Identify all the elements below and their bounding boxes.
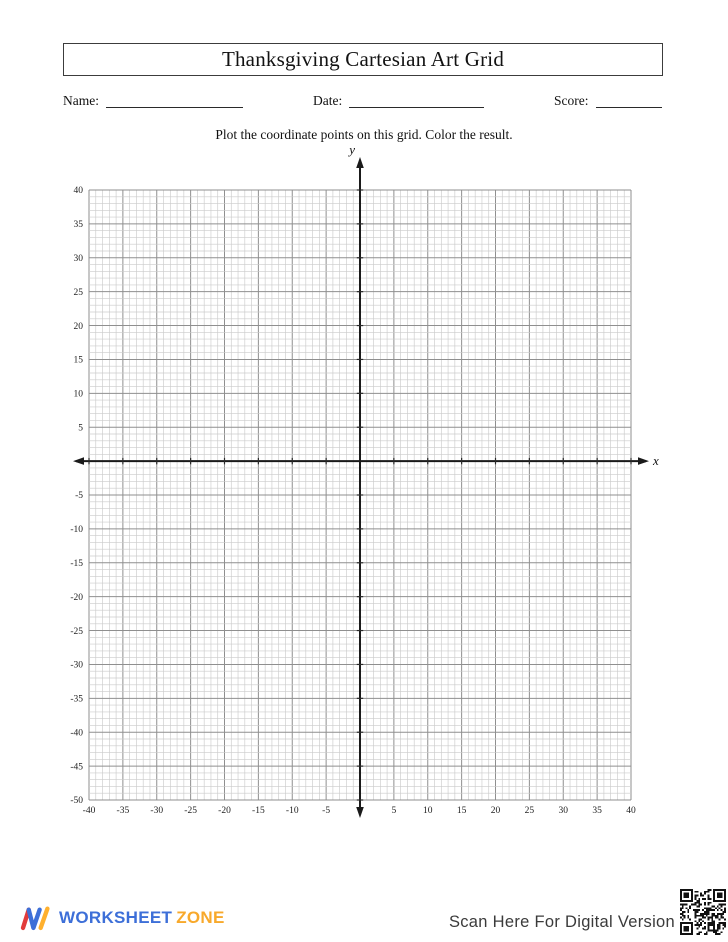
svg-text:y: y [349,142,355,157]
svg-text:5: 5 [391,806,397,816]
svg-text:-15: -15 [70,558,83,569]
svg-text:-15: -15 [252,806,265,816]
svg-text:30: 30 [558,806,568,816]
svg-text:-30: -30 [150,806,164,816]
logo-stroke-yellow [41,909,48,928]
score-field [554,93,662,109]
instruction-text: Plot the coordinate points on this grid. Color the result. [215,127,513,142]
svg-text:-35: -35 [70,694,83,705]
svg-text:-35: -35 [116,806,130,816]
axes [73,157,649,818]
svg-text:30: 30 [73,253,83,264]
svg-text:35: 35 [73,220,83,231]
qr-code-icon [680,889,726,935]
svg-text:10: 10 [423,806,433,816]
svg-text:15: 15 [73,355,83,366]
svg-text:-50: -50 [70,796,83,807]
svg-text:-30: -30 [70,660,83,671]
worksheetzone-logo [20,904,225,931]
grid-lines [89,190,631,800]
svg-text:-20: -20 [218,806,231,816]
date-label: Date: [313,93,343,108]
title-box [63,43,663,76]
svg-text:40: 40 [73,186,83,197]
score-label: Score: [554,93,589,108]
svg-text:20: 20 [73,321,83,332]
name-field [63,93,243,109]
y-tick-labels [70,186,83,806]
name-label: Name: [63,93,99,108]
svg-text:20: 20 [490,806,501,816]
svg-text:-20: -20 [70,592,83,603]
svg-text:25: 25 [73,287,83,298]
svg-text:-45: -45 [70,762,83,773]
svg-text:40: 40 [626,806,636,816]
svg-text:5: 5 [78,423,83,434]
svg-text:25: 25 [524,806,535,816]
axis-letters [347,142,659,468]
x-tick-labels [83,806,636,816]
svg-text:-40: -40 [82,806,96,816]
logo-word-zone: ZONE [176,907,225,927]
date-blank-line [349,93,484,108]
axis-ticks [89,190,631,800]
logo-word-worksheet: WORKSHEET [59,907,173,927]
score-blank-line [596,93,662,108]
svg-text:-10: -10 [285,806,299,816]
name-blank-line [106,93,243,108]
svg-text:-5: -5 [75,491,83,502]
svg-text:10: 10 [73,389,83,400]
svg-text:35: 35 [592,806,602,816]
svg-text:-40: -40 [70,728,83,739]
svg-text:-10: -10 [70,525,83,536]
svg-text:-25: -25 [184,806,197,816]
svg-text:-5: -5 [322,806,331,816]
date-field [313,93,484,109]
scan-here-text: Scan Here For Digital Version [448,913,675,931]
svg-text:x: x [653,453,659,469]
svg-text:15: 15 [456,806,467,816]
page-title: Thanksgiving Cartesian Art Grid [221,47,505,71]
logo-stroke-blue [29,910,40,928]
worksheetzone-logo-icon [20,904,52,931]
svg-text:-25: -25 [70,626,83,637]
